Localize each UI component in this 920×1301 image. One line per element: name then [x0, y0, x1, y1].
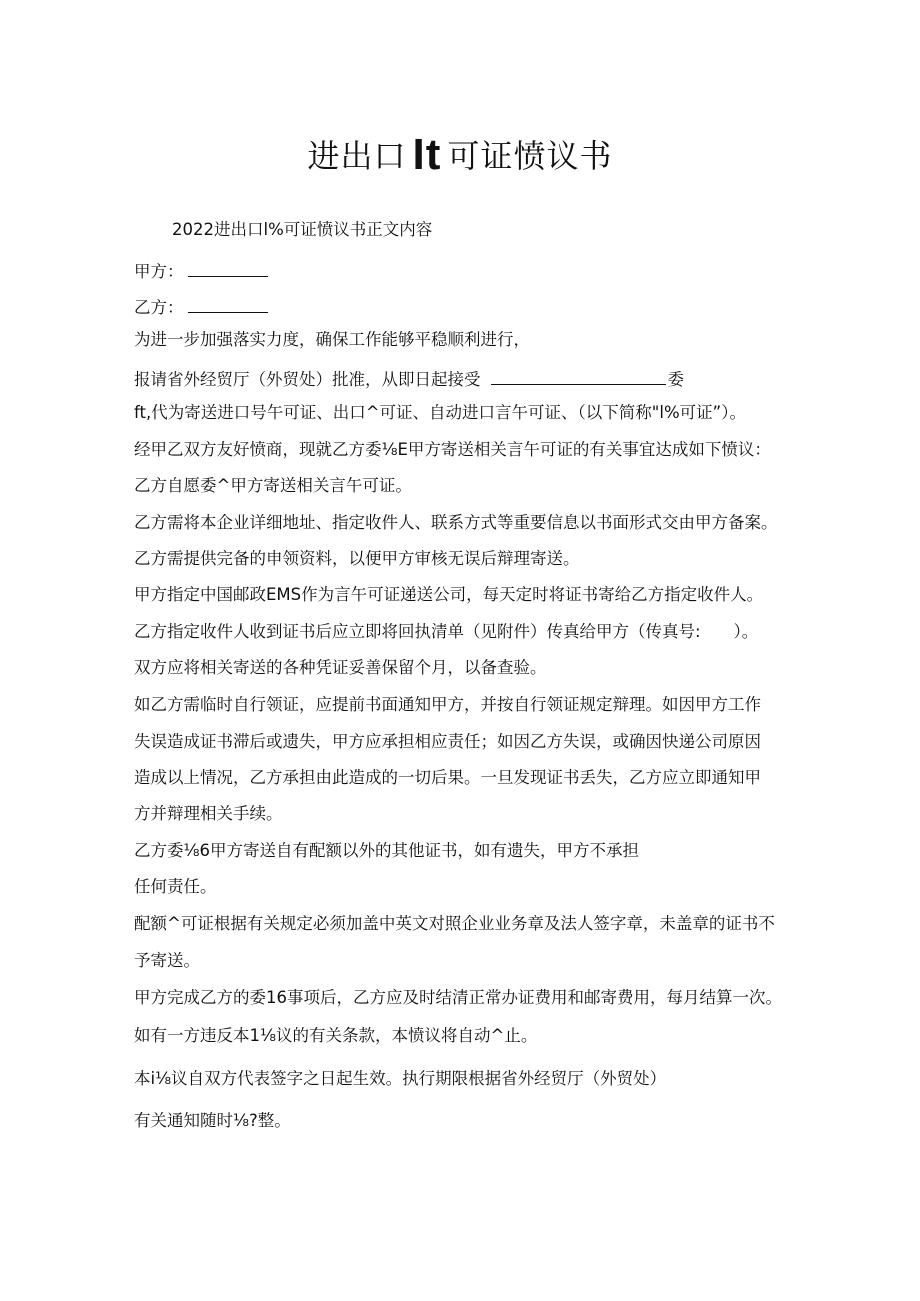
paragraph-line: 乙方自愿委^甲方寄送相关言午可证。	[134, 476, 412, 495]
paragraph-line: 乙方委⅛6甲方寄送自有配额以外的其他证书，如有遗失，甲方不承担	[134, 841, 639, 860]
party-a-line	[134, 258, 268, 283]
paragraph-line: 双方应将相关寄送的各种凭证妥善保留个月，以备查验。	[134, 658, 547, 677]
paragraph-line: 为进一步加强落实力度，确保工作能够平稳顺利进行，	[134, 330, 530, 349]
title-part-right: 可证愤议书	[447, 137, 613, 175]
paragraph-line: 有关通知随时⅛?整。	[134, 1111, 291, 1130]
paragraph-line: 乙方指定收件人收到证书后应立即将回执清单（见附件）传真给甲方（传真号: ）。	[134, 622, 759, 641]
paragraph-line: 经甲乙双方友好愤商，现就乙方委⅛E甲方寄送相关言午可证的有关事宜达成如下愤议：	[134, 440, 771, 459]
party-b-label: 乙方：	[134, 298, 184, 317]
document-title	[0, 128, 920, 178]
party-a-label: 甲方：	[134, 262, 184, 281]
paragraph-line: 甲方完成乙方的委16事项后，乙方应及时结清正常办证费用和邮寄费用，每月结算一次。	[134, 988, 782, 1007]
entrust-blank	[491, 366, 666, 385]
paragraph-line: 乙方需将本企业详细地址、指定收件人、联系方式等重要信息以书面形式交由甲方备案。	[134, 513, 778, 532]
title-part-mid: It	[412, 130, 442, 179]
paragraph-line	[134, 366, 684, 391]
paragraph-line: 予寄送。	[134, 951, 200, 970]
paragraph-line: 如乙方需临时自行领证，应提前书面通知甲方，并按自行领证规定辩理。如因甲方工作	[134, 695, 761, 714]
paragraph-line: 方并辩理相关手续。	[134, 804, 283, 823]
party-b-line	[134, 294, 268, 319]
paragraph-line: 配额^可证根据有关规定必须加盖中英文对照企业业务章及法人签字章，未盖章的证书不	[134, 914, 775, 933]
paragraph-line: 本i⅛议自双方代表签字之日起生效。执行期限根据省外经贸厅（外贸处）	[134, 1069, 667, 1088]
paragraph-text: 委	[667, 370, 684, 389]
party-b-blank	[188, 294, 268, 313]
paragraph-text: 报请省外经贸厅（外贸处）批准，从即日起接受	[134, 370, 481, 389]
party-a-blank	[188, 258, 268, 277]
paragraph-line: 造成以上情况，乙方承担由此造成的一切后果。一旦发现证书丢失，乙方应立即通知甲	[134, 768, 761, 787]
title-part-left: 进出口	[307, 137, 407, 175]
paragraph-line: 甲方指定中国邮政EMS作为言午可证递送公司，每天定时将证书寄给乙方指定收件人。	[134, 585, 764, 604]
paragraph-line: 任何责任。	[134, 877, 217, 896]
paragraph-line: 如有一方违反本1⅛议的有关条款，本愤议将自动^止。	[134, 1026, 538, 1045]
paragraph-line: 乙方需提供完备的申领资料，以便甲方审核无误后辩理寄送。	[134, 549, 580, 568]
paragraph-line: ft,代为寄送进口号午可证、出口^可证、自动进口言午可证、（以下简称"l%可证”）。	[134, 403, 746, 422]
document-subtitle: 2022进出口l%可证愤议书正文内容	[172, 220, 433, 239]
paragraph-line: 失误造成证书滞后或遗失，甲方应承担相应责任；如因乙方失误，或确因快递公司原因	[134, 732, 761, 751]
